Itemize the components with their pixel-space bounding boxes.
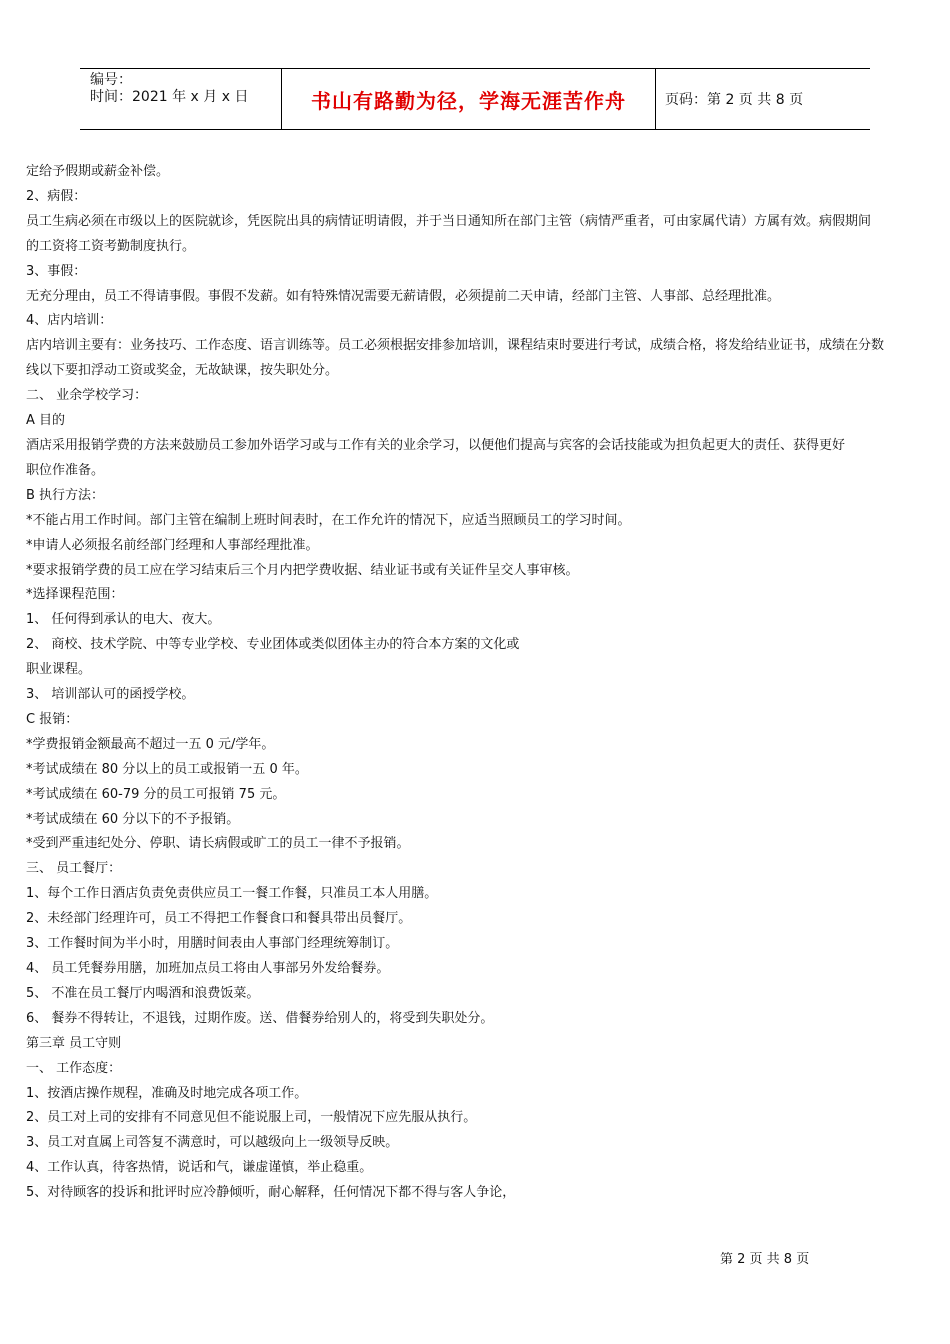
page-footer: 第 2 页 共 8 页 [720,1252,810,1267]
text-line: 的工资将工资考勤制度执行。 [26,238,196,254]
text-line: C 报销： [26,711,79,727]
text-line: 3、工作餐时间为半小时，用膳时间表由人事部门经理统筹制订。 [26,936,399,952]
text-line: *选择课程范围： [26,587,124,603]
text-line: 6、 餐券不得转让，不退钱，过期作废。送、借餐券给别人的，将受到失职处分。 [26,1010,494,1026]
text-line: 5、 不准在员工餐厅内喝酒和浪费饭菜。 [26,985,260,1001]
text-line: 无充分理由，员工不得请事假。事假不发薪。如有特殊情况需要无薪请假，必须提前二天申请，经部门主管、人事部、总经理批准。 [26,288,781,304]
text-line: 酒店采用报销学费的方法来鼓励员工参加外语学习或与工作有关的业余学习，以便他们提高与宾客的会话技能或为担负起更大的责任、获得更好 [26,437,846,453]
text-line: 4、店内培训： [26,313,113,329]
text-line: 2、病假： [26,188,87,204]
text-line: 4、工作认真，待客热情，说话和气，谦虚谨慎，举止稳重。 [26,1160,373,1176]
header-meta-cell [80,69,280,129]
text-line: 员工生病必须在市级以上的医院就诊，凭医院出具的病情证明请假，并于当日通知所在部门主管（病情严重者，可由家属代请）方属有效。病假期间 [26,213,872,229]
text-line: 线以下要扣浮动工资或奖金，无故缺课，按失职处分。 [26,363,339,379]
text-line: 1、每个工作日酒店负责免责供应员工一餐工作餐，只准员工本人用膳。 [26,886,438,902]
header-motto-cell [281,69,656,129]
text-line: B 执行方法： [26,487,105,503]
text-line: *申请人必须报名前经部门经理和人事部经理批准。 [26,537,319,553]
text-line: 第三章 员工守则 [26,1035,122,1051]
text-line: 店内培训主要有：业务技巧、工作态度、语言训练等。员工必须根据安排参加培训，课程结束时要进行考试，成绩合格，将发给结业证书，成绩在分数 [26,338,885,354]
text-line: 1、按酒店操作规程，准确及时地完成各项工作。 [26,1085,308,1101]
text-line: 1、 任何得到承认的电大、夜大。 [26,612,221,628]
text-line: 2、员工对上司的安排有不同意见但不能说服上司，一般情况下应先服从执行。 [26,1110,477,1126]
text-line: 二、 业余学校学习： [26,388,148,404]
text-line: *考试成绩在 80 分以上的员工或报销一五 0 年。 [26,761,308,777]
text-line: *受到严重违纪处分、停职、请长病假或旷工的员工一律不予报销。 [26,836,410,852]
text-line: *考试成绩在 60-79 分的员工可报销 75 元。 [26,786,286,802]
text-line: 3、员工对直属上司答复不满意时，可以越级向上一级领导反映。 [26,1135,399,1151]
page-header [80,68,870,130]
text-line: 定给予假期或薪金补偿。 [26,164,170,179]
text-line: *学费报销金额最高不超过一五 0 元/学年。 [26,736,275,752]
number-label: 编号： [90,72,132,88]
text-line: 5、对待顾客的投诉和批评时应冷静倾听，耐心解释，任何情况下都不得与客人争论， [26,1185,516,1201]
text-line: 三、 员工餐厅： [26,861,122,877]
document-body [26,160,931,1206]
text-line: *考试成绩在 60 分以下的不予报销。 [26,811,240,827]
text-line: *要求报销学费的员工应在学习结束后三个月内把学费收据、结业证书或有关证件呈交人事审核。 [26,562,579,578]
text-line: 4、 员工凭餐券用膳，加班加点员工将由人事部另外发给餐券。 [26,961,390,976]
text-line: 职业课程。 [26,662,92,678]
header-page-cell [655,69,870,129]
text-line: *不能占用工作时间。部门主管在编制上班时间表时，在工作允许的情况下，应适当照顾员工的学习时间。 [26,512,631,528]
text-line: 职位作准备。 [26,462,105,478]
text-line: 3、 培训部认可的函授学校。 [26,687,195,703]
text-line: 3、事假： [26,263,87,279]
time-label: 时间：2021 年 x 月 x 日 [90,89,249,105]
text-line: A 目的 [26,413,66,429]
text-line: 2、 商校、技术学院、中等专业学校、专业团体或类似团体主办的符合本方案的文化或 [26,637,520,653]
page-number-label: 页码：第 2 页 共 8 页 [665,92,804,108]
text-line: 2、未经部门经理许可，员工不得把工作餐食口和餐具带出员餐厅。 [26,911,412,927]
text-line: 一、 工作态度： [26,1060,122,1076]
motto-text: 书山有路勤为径，学海无涯苦作舟 [311,88,626,113]
